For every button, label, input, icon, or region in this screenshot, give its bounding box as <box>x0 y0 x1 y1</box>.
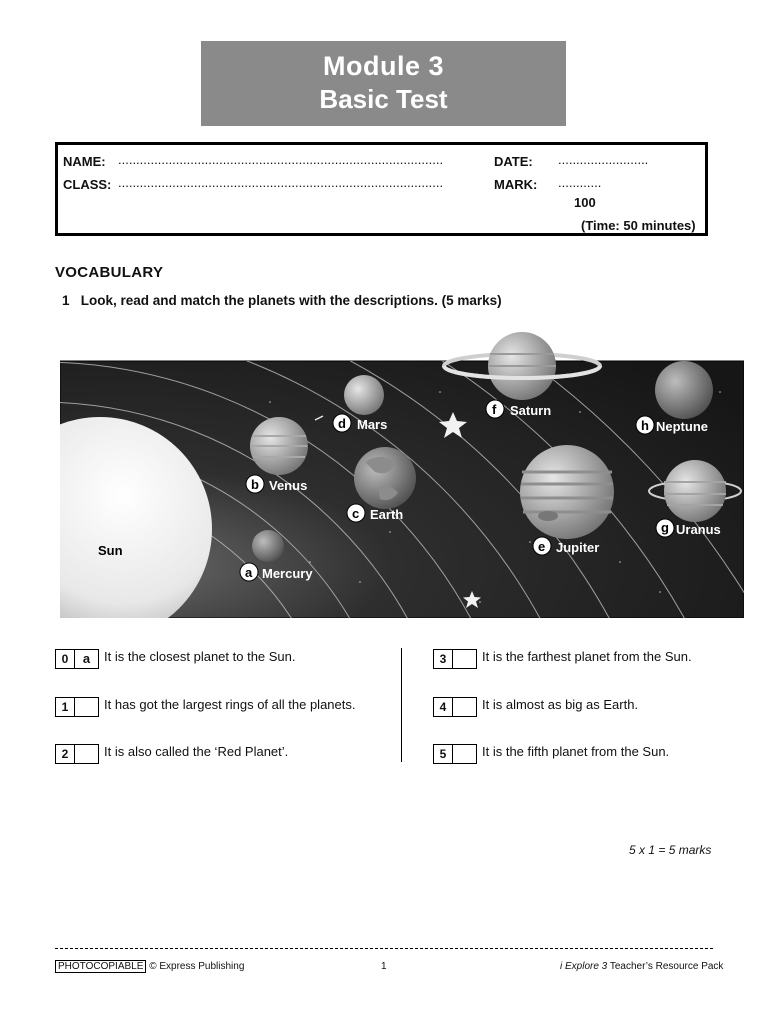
date-label: DATE: <box>494 154 533 169</box>
instruction-text: Look, read and match the planets with the descriptions. (5 marks) <box>80 293 502 308</box>
answer-box[interactable] <box>75 744 99 764</box>
question-text: It is also called the ‘Red Planet’. <box>104 744 289 759</box>
date-field[interactable]: ......................... <box>558 152 649 167</box>
label-uranus: Uranus <box>676 522 721 537</box>
label-sun: Sun <box>98 543 123 558</box>
question-text: It is the farthest planet from the Sun. <box>482 649 692 664</box>
question-number: 1 <box>55 697 75 717</box>
question-number: 4 <box>433 697 453 717</box>
marks-note: 5 x 1 = 5 marks <box>629 843 712 857</box>
letter-h: h <box>641 418 649 433</box>
label-saturn: Saturn <box>510 403 552 418</box>
mark-total: 100 <box>574 195 596 210</box>
answer-box[interactable] <box>453 649 477 669</box>
footer-left <box>55 961 244 972</box>
student-info-box <box>55 142 708 236</box>
answer-box[interactable] <box>453 744 477 764</box>
question-text: It is the fifth planet from the Sun. <box>482 744 670 759</box>
letter-c: c <box>352 506 360 521</box>
question-number: 0 <box>55 649 75 669</box>
question-text: It is almost as big as Earth. <box>482 697 639 712</box>
label-jupiter: Jupiter <box>556 540 600 555</box>
class-label: CLASS: <box>63 177 112 192</box>
book-title: i Explore 3 <box>560 961 608 972</box>
label-neptune: Neptune <box>656 419 708 434</box>
answer-box[interactable] <box>75 697 99 717</box>
test-title: Basic Test <box>319 84 448 114</box>
time-limit: (Time: 50 minutes) <box>581 218 696 233</box>
column-divider <box>401 648 402 762</box>
photocopiable-stamp: PHOTOCOPIABLE <box>55 960 146 973</box>
footer-divider <box>55 948 713 949</box>
question-number: 2 <box>55 744 75 764</box>
letter-b: b <box>251 477 259 492</box>
question-text: It is the closest planet to the Sun. <box>104 649 296 664</box>
letter-a: a <box>245 565 253 580</box>
answer-box[interactable]: a <box>75 649 99 669</box>
label-mercury: Mercury <box>262 566 313 581</box>
label-mars: Mars <box>357 417 388 432</box>
page-number: 1 <box>381 961 387 972</box>
instruction-number: 1 <box>62 293 70 308</box>
mark-field[interactable]: ............ <box>558 175 602 190</box>
footer-right <box>560 961 723 972</box>
title-banner <box>201 41 566 126</box>
section-title: VOCABULARY <box>55 264 164 281</box>
solar-system-picture <box>60 332 744 618</box>
letter-e: e <box>538 539 546 554</box>
letter-f: f <box>492 402 497 417</box>
label-earth: Earth <box>370 507 404 522</box>
question-text: It has got the largest rings of all the planets. <box>104 697 356 712</box>
letter-d: d <box>338 416 346 431</box>
name-field[interactable]: .......................................................................................... <box>118 152 444 167</box>
question-number: 3 <box>433 649 453 669</box>
book-subtitle: Teacher’s Resource Pack <box>607 961 724 972</box>
instruction <box>62 293 502 308</box>
letter-g: g <box>661 520 669 535</box>
name-label: NAME: <box>63 154 106 169</box>
answer-box[interactable] <box>453 697 477 717</box>
publisher: © Express Publishing <box>149 961 245 972</box>
module-title: Module 3 <box>322 51 444 81</box>
mark-label: MARK: <box>494 177 538 192</box>
class-field[interactable]: .......................................................................................... <box>118 175 444 190</box>
question-number: 5 <box>433 744 453 764</box>
label-venus: Venus <box>269 478 308 493</box>
